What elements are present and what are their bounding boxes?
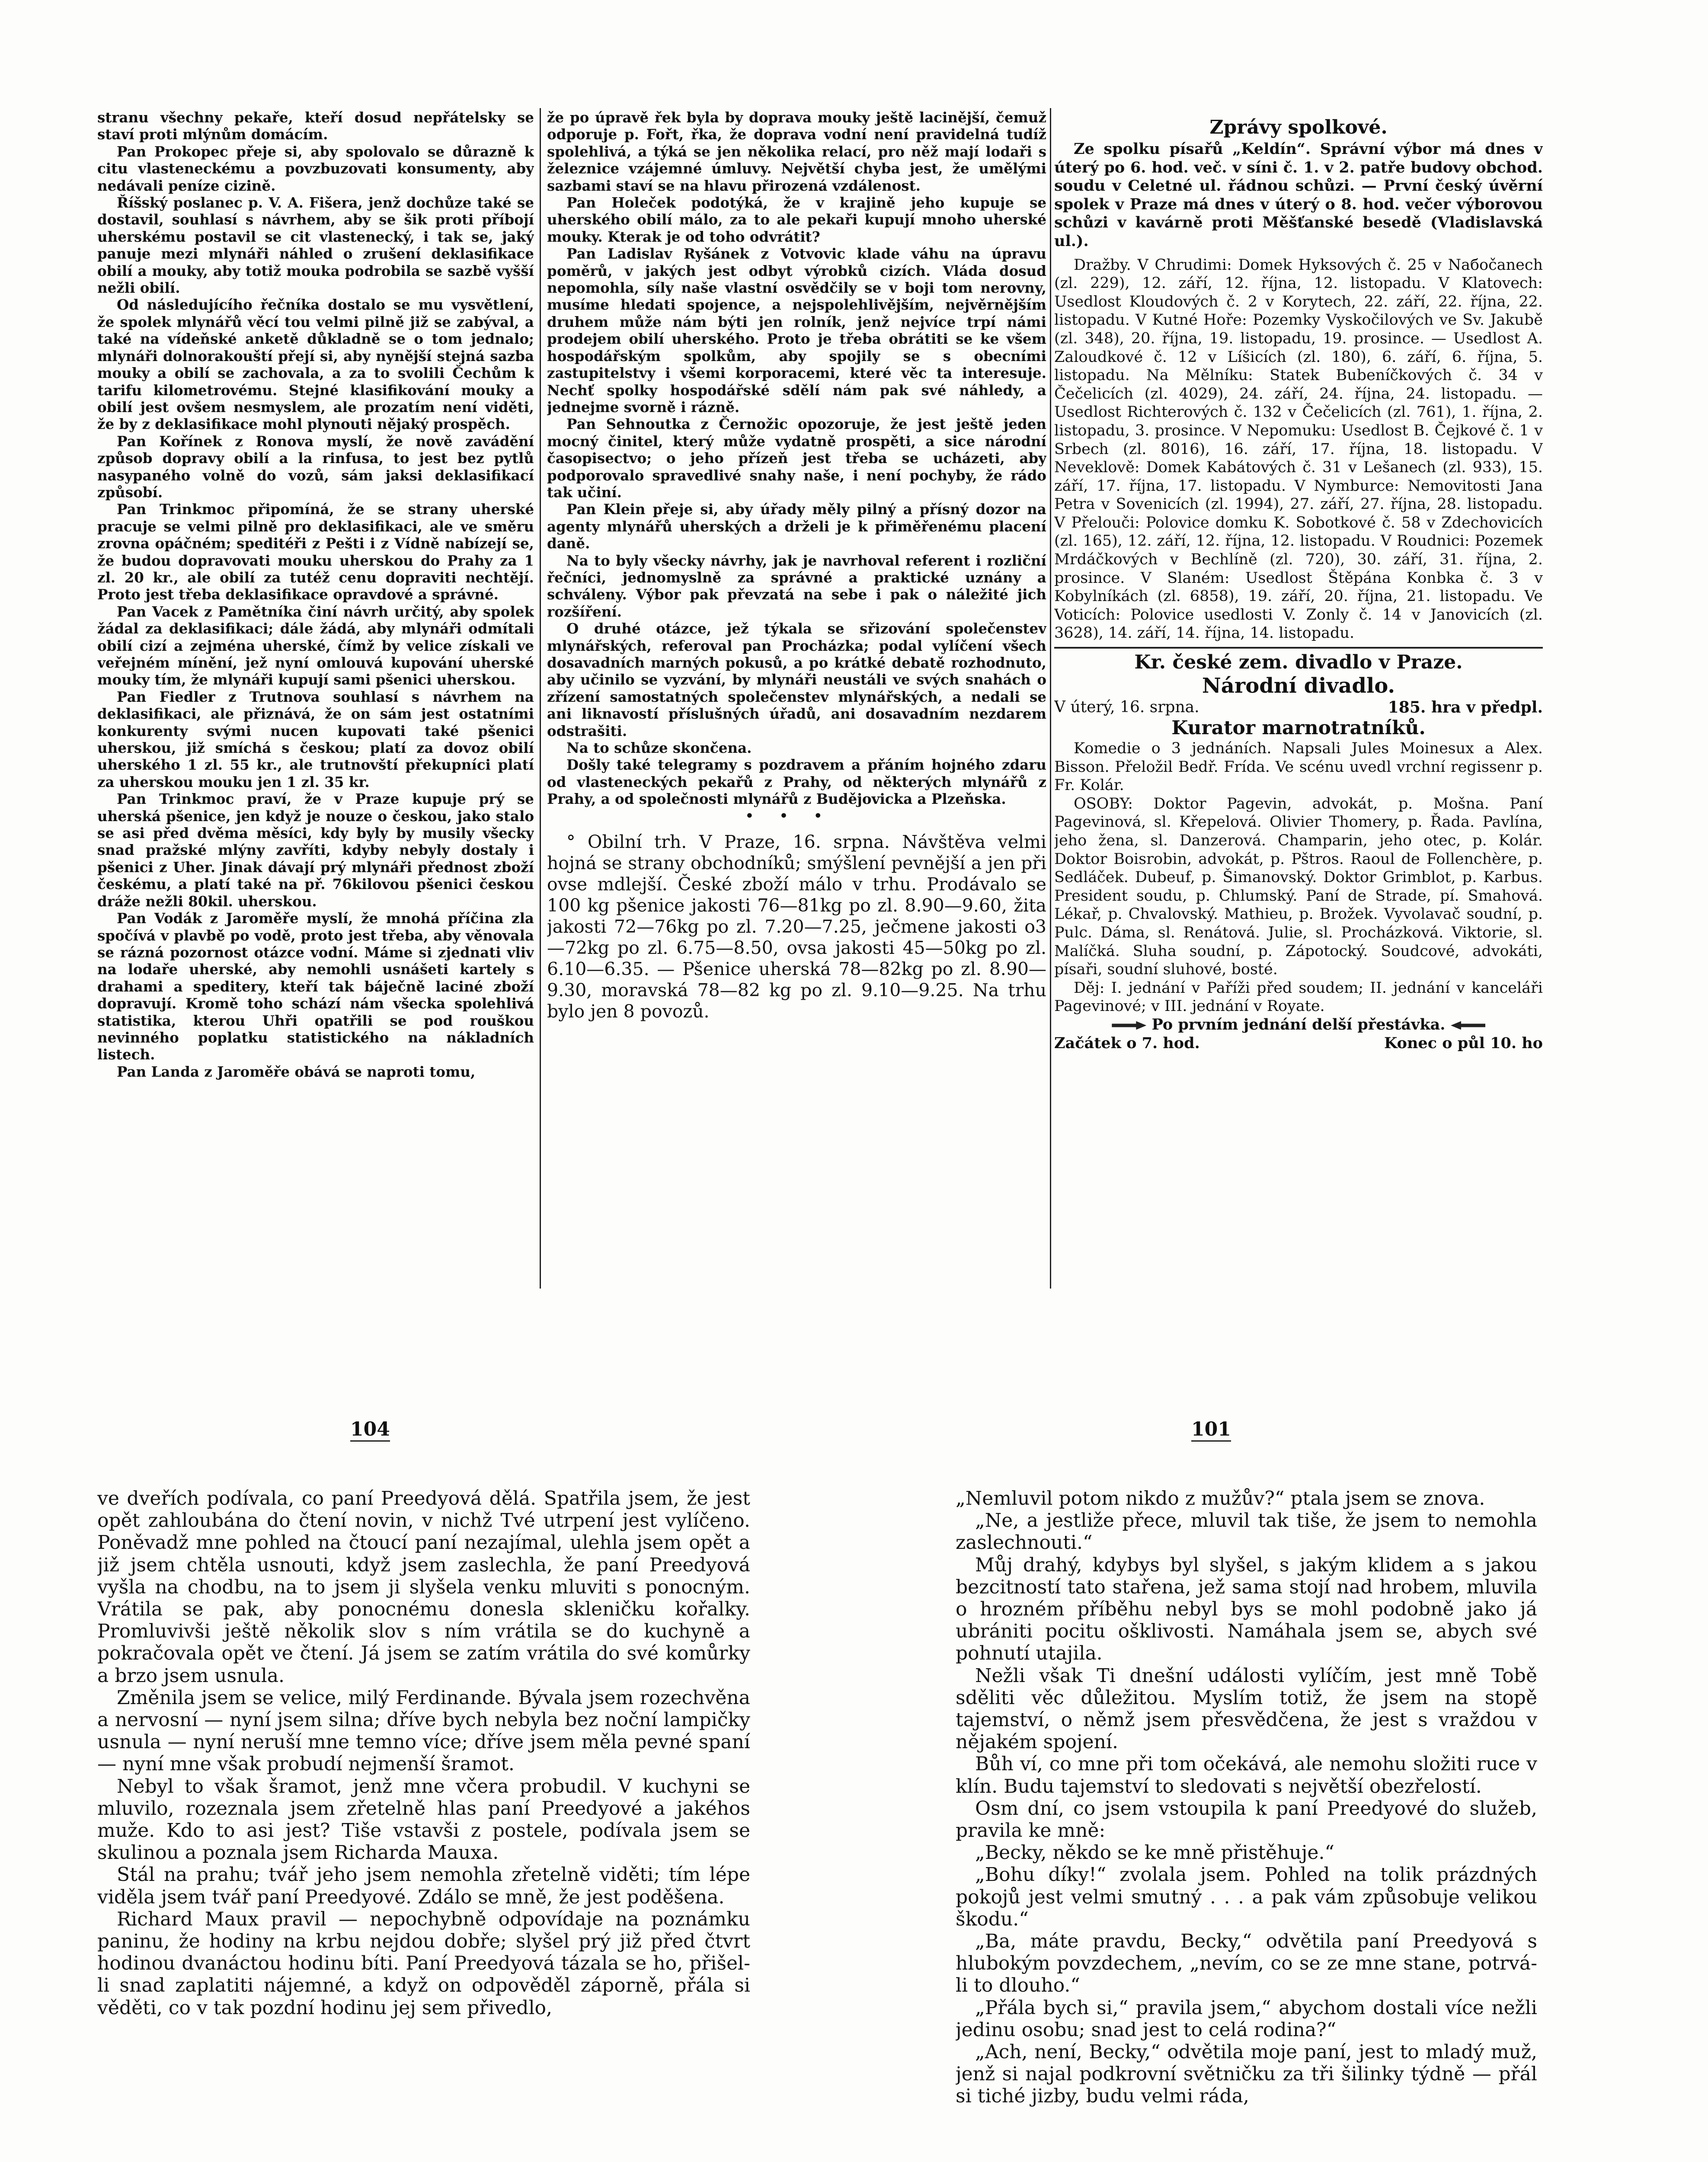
paragraph: Osm dní, co jsem vstoupila k paní Preedyové do služeb, pravila ke mně: <box>956 1797 1537 1842</box>
play-info: Komedie o 3 jednáních. Napsali Jules Moinesux a Alex. Bisson. Přeložil Bedř. Frída. Ve scénu uvedl vrchní regissenr p. Fr. Kolár. <box>1054 740 1543 794</box>
paragraph: Ze spolku písařů „Keldín“. Správní výbor má dnes v úterý po 6. hod. več. v síni č. 1. v 2. patře budovy obchod. soudu v Celetné ul. řádnou schůzi. — První český úvěrní spolek v Praze má dnes v úterý o 8. hod. večer výborovou schůzi v kavárně proti Měšťanské besedě (Vladislavská ul.). <box>1054 140 1543 250</box>
paragraph: Pan Holeček podotýká, že v krajině jeho kupuje se uherského obilí málo, za to ale pekaři kupují mnoho uherské mouky. Kterak je od toho odvrátit? <box>547 194 1046 245</box>
paragraph: Stál na prahu; tvář jeho jsem nemohla zřetelně viděti; tím lépe viděla jsem tvář paní Preedyové. Zdálo se mně, že jest poděšena. <box>97 1864 750 1908</box>
paragraph: Můj drahý, kdybys byl slyšel, s jakým klidem a s jakou bezcitností tato stařena, jež sama stojí nad hrobem, mluvila o hrozném příběhu nebyl bys se mohl podobně jako já ubrániti pocitu ošklivosti. Namáhala jsem se, abych své pohnutí utajila. <box>956 1554 1537 1665</box>
paragraph: „Ach, není, Becky,“ odvětila moje paní, jest to mladý muž, jenž si najal podkrovní světničku za tři šilinky týdně — přál si tiché jizby, budu velmi ráda, <box>956 2041 1537 2108</box>
paragraph: Říšský poslanec p. V. A. Fišera, jenž dochůze také se dostavil, souhlasí s návrhem, aby se šik proti příbojí uherskému postavil se cit vlastenecký, i tak se, jaký panuje mezi mlynáři náhled o zrušení deklasifikace obilí a mouky, aby totiž mouka podrobila se sazbě vyšší nežli obilí. <box>97 194 534 297</box>
paragraph: „Bohu díky!“ zvolala jsem. Pohled na tolik prázdných pokojů jest velmi smutný . . . a pak vám způsobuje velikou škodu.“ <box>956 1864 1537 1930</box>
theatre-name: Národní divadlo. <box>1202 674 1395 698</box>
paragraph: Pan Kořínek z Ronova myslí, že nově zavádění způsob dopravy obilí a la rinfusa, to jest bez pytlů nasypaného volně do vozů, sám jaksi deklasifikací způsobí. <box>97 432 534 501</box>
paragraph: O druhé otázce, jež týkala se sřizování společenstev mlynářských, referoval pan Procházka; podal vylíčení všech dosavadních marných pokusů, a po krátké debatě rozhodnuto, aby učinilo se vyzvání, by mlynáři neustáli ve svých snahách o zřízení samostatných společenstev mlynářských, a nedali se ani liknavostí příslušných úřadů, ani dosavadním nezdarem odstrašiti. <box>547 620 1046 739</box>
paragraph: „Ne, a jestliže přece, mluvil tak tiše, že jsem to nemohla zaslechnouti.“ <box>956 1510 1537 1554</box>
paragraph: Nežli však Ti dnešní události vylíčím, jest mně Tobě sděliti věc důležitou. Myslím totiž, že jsem na stopě tajemství, o němž jsem přesvědčena, že jest s vraždou v nějakém spojení. <box>956 1664 1537 1753</box>
paragraph: Pan Trinkmoc připomíná, že se strany uherské pracuje se velmi pilně pro deklasifikaci, ale ve směru zrovna opáčném; speditéři z Pešti i z Vídně nabízejí se, že budou dopravovati mouku uherskou do Prahy za 1 zl. 20 kr., ale obilí za tutéž cenu dopraviti nechtějí. Proto jest třeba deklasifikace opravdové a správné. <box>97 501 534 603</box>
column-rule <box>540 108 541 1289</box>
intermission-note: Po prvním jednání delší přestávka. <box>1054 1016 1543 1034</box>
cast-list: OSOBY: Doktor Pagevin, advokát, p. Mošna. Paní Pagevinová, sl. Křepelová. Olivier Thomery, p. Řada. Pavlína, jeho žena, sl. Danzerová. Champarin, jeho otec, p. Kolár. Doktor Boisrobin, advokát, p. Pštros. Raoul de Follenchère, p. Sedláček. Dubeuf, p. Šimanovský. Doktor Grimblot, p. Karbus. President soudu, p. Chlumský. Paní de Strade, pí. Smahová. Lékař, p. Chvalovský. Mathieu, p. Brožek. Vyvolavač soudní, p. Pulc. Dáma, sl. Renátová. Julie, sl. Procházková. Viktorie, sl. Malíčká. Sluha soudní, p. Zápotocký. Soudcové, advokáti, písaři, soudní sluhové, bosté. <box>1054 795 1543 979</box>
section-separator: ••• <box>745 808 848 824</box>
article-column-2 <box>547 109 1046 1022</box>
paragraph: „Ba, máte pravdu, Becky,“ odvětila paní Preedyová s hlubokým povzdechem, „nevím, co se ze mne stane, potrvá-li to dlouho.“ <box>956 1930 1537 1997</box>
pointing-hand-icon <box>1451 1021 1485 1030</box>
paragraph: Došly také telegramy s pozdravem a přáním hojného zdaru od vlasteneckých pekařů z Prahy, od některých mlynářů z Prahy, a od společnosti mlynářů z Budějovicka a Plzeňska. <box>547 756 1046 808</box>
theatre-header: Kr. české zem. divadlo v Praze. <box>1134 651 1463 674</box>
paragraph: „Becky, někdo se ke mně přistěhuje.“ <box>975 1842 1334 1864</box>
paragraph: Pan Landa z Jaroměře obává se naproti tomu, <box>117 1063 476 1080</box>
novel-page-right <box>956 1487 1537 2108</box>
paragraph: stranu všechny pekaře, kteří dosud nepřátelsky se staví proti mlýnům domácím. <box>97 109 534 143</box>
auctions-listing: Dražby. V Chrudimi: Domek Hyksových č. 25 v Naбočanech (zl. 229), 12. září, 12. října, 12. listopadu. V Klatovech: Usedlost Kloudových č. 2 v Korytech, 22. září, 22. října, 22. listopadu. V Kutné Hoře: Pozemky Vyskočilových ve Sv. Jakubě (zl. 348), 20. října, 19. listopadu, 19. prosince. — Usedlost A. Zaloudkové č. 12 v Líšicích (zl. 180), 6. září, 6. října, 5. listopadu. Na Mělníku: Statek Bubeníčkových č. 34 v Čečelicích (zl. 4029), 24. září, 24. října, 24. listopadu. — Usedlost Richterových č. 132 v Čečelicích (zl. 761), 1. října, 2. listopadu, 3. prosince. V Nepomuku: Usedlost B. Čejkové č. 1 v Srbech (zl. 8016), 16. září, 17. října, 18. listopadu. V Neveklově: Domek Kabátových č. 31 v Lešanech (zl. 933), 15. září, 17. října, 17. listopadu. V Nymburce: Nemovitosti Jana Petra v Sovenicích (zl. 1994), 27. září, 27. října, 28. listopadu. V Přelouči: Polovice domku K. Sobotkové č. 58 v Zdechovicích (zl. 165), 12. září, 12. října, 12. listopadu. V Roudnici: Pozemek Mrdáčkových v Bechlíně (zl. 720), 30. září, 31. října, 2. prosince. V Slaném: Usedlost Štěpána Konbka č. 3 v Kobylníkách (zl. 6858), 19. září, 20. října, 21. listopadu. Ve Voticích: Polovice usedlosti V. Zonly č. 14 v Janovicích (zl. 3628), 14. září, 14. října, 14. listopadu. <box>1054 256 1543 642</box>
page-number-right: 101 <box>1191 1418 1231 1442</box>
performance-line <box>1054 698 1543 717</box>
paragraph: Pan Vacek z Pamětníka činí návrh určitý, aby spolek žádal za deklasifikaci; dále žádá, aby mlynáři odmítali obilí cizí a zejména uherské, čímž by velice získali ve veřejném mínění, jež nyní omlouvá kupování uherské mouky tím, že mlynáři kupují sami pšenici uherskou. <box>97 603 534 688</box>
paragraph: Pan Vodák z Jaroměře myslí, že mnohá příčina zla spočívá v plavbě po vodě, proto jest třeba, aby věnovala se rázná pozornost otázce vodní. Máme si zjednati vliv na lodaře uherské, aby nemohli usnášeti kartely s drahami a speditery, kteří tak báječně laciné zboží dopravují. Kromě toho schází nám všecka spolehlivá statistika, kterou Uhři opatřili se pod rouškou nevinného poplatku statistického na nákladních listech. <box>97 910 534 1063</box>
paragraph: že po úpravě řek byla by doprava mouky ještě lacinější, čemuž odporuje p. Fořt, řka, že doprava vodní není pravidelná tudíž spolehlivá, a týká se jen několika relací, pro něž mají lodaři s železnice vzájemné úmluvy. Největší chyba jest, že umělými sazbami staví se na hlavu přirozená vzdálenost. <box>547 109 1046 194</box>
article-column-1 <box>97 109 534 1080</box>
paragraph: Nebyl to však šramot, jenž mne včera probudil. V kuchyni se mluvilo, rozeznala jsem zřetelně hlas paní Preedyové a jakéhos muže. Kdo to asi jest? Tiše vstavši z postele, podívala jsem se skulinou a poznala jsem Richarda Mauxa. <box>97 1775 750 1864</box>
paragraph: Bůh ví, co mne při tom očekává, ale nemohu složiti ruce v klín. Budu tajemství to sledovati s největší obezřelostí. <box>956 1753 1537 1797</box>
page-number-left: 104 <box>350 1418 390 1442</box>
divider <box>1054 647 1543 649</box>
paragraph: Pan Prokopec přeje si, aby spolovalo se důrazně k citu vlasteneckému a povzbuzovati konsumenty, aby nedávali peníze cizině. <box>97 143 534 194</box>
grain-market-report: ° Obilní trh. V Praze, 16. srpna. Návštěva velmi hojná se strany obchodníků; smýšlení pevnější a jen při ovse mdlejší. České zboží málo v trhu. Prodávalo se 100 kg pšenice jakosti 76—81kg po zl. 8.90—9.60, žita jakosti 72—76kg po zl. 7.20—7.25, ječmene jakosti o3—72kg po zl. 6.75—8.50, ovsa jakosti 45—50kg po zl. 6.10—6.35. — Pšenice uherská 78—82kg po zl. 8.90—9.30, moravská 78—82 kg po zl. 9.10—9.25. Na trhu bylo jen 8 povozů. <box>547 832 1046 1022</box>
play-title: Kurator marnotratníků. <box>1171 717 1426 739</box>
end-time: Konec o půl 10. ho <box>1384 1034 1543 1052</box>
paragraph: Na to byly všecky návrhy, jak je navrhoval referent i rozliční řečníci, jednomyslně za správné a praktické uznány a schváleny. Výbor pak převzatá na sebe i pak o náležité jich rozšíření. <box>547 552 1046 620</box>
performance-number: 185. hra v předpl. <box>1388 698 1543 717</box>
paragraph: ve dveřích podívala, co paní Preedyová dělá. Spatřila jsem, že jest opět zahloubána do čtení novin, v nichž Tvé utrpení jest vylíčeno. Poněvadž mne pohled na čtoucí paní nezajímal, ulehla jsem opět a již jsem chtěla usnouti, když jsem zaslechla, že paní Preedyová vyšla na chodbu, na to jsem ji slyšela venku mluviti s ponocným. Vrátila se pak, aby ponocnému donesla skleničku kořalky. Promluvivši ještě několik slov s ním vrátila se do kuchyně a pokračovala opět ve čtení. Já jsem se zatím vrátila do své komůrky a brzo jsem usnula. <box>97 1487 750 1687</box>
paragraph: Pan Trinkmoc praví, že v Praze kupuje prý se uherská pšenice, jen když je nouze o českou, jako stalo se asi před dvěma měsíci, kdy byly by musily všecky snad pražské mlýny zavříti, kdyby nebyly dostaly i pšenici z Uher. Jinak dávají prý mlynáři přednost zboží českému, a platí také na př. 76kilovou pšenici českou dráže nežli 80kil. uherskou. <box>97 790 534 910</box>
paragraph: Na to schůze skončena. <box>566 739 752 757</box>
pointing-hand-icon <box>1112 1021 1146 1030</box>
start-time: Začátek o 7. hod. <box>1054 1034 1200 1052</box>
column-rule <box>1050 108 1051 1289</box>
article-column-3 <box>1054 117 1543 1052</box>
paragraph: Pan Sehnoutka z Černožic opozoruje, že jest ještě jeden mocný činitel, který může vydatně prospěti, a sice národní časopisectvo; o jeho přízeň jest třeba se ucházeti, aby podporovalo spravedlivé snahy naše, i není pochyby, že rádo tak učiní. <box>547 416 1046 501</box>
show-times <box>1054 1034 1543 1053</box>
paragraph: Pan Ladislav Ryšánek z Votvovic klade váhu na úpravu poměrů, v jakých jest odbyt výrobků cizích. Vláda dosud nepomohla, síly naše vlastní osvědčily se v boji tom nerovny, musíme hledati spojence, a nejspolehlivějším, nejvěrnějším druhem může nám býti jen rolník, jenž nejvíce trpí námi prodejem obilí uherského. Proto je třeba obrátiti se ke všem hospodářským spolkům, aby spojily se s obecními zastupitelstvy i všemi korporacemi, které věc ta interesuje. Nechť spolky hospodářské sdělí nám pak své náhledy, a jednejme svorně i rázně. <box>547 245 1046 416</box>
plot-note: Děj: I. jednání v Paříži před soudem; II. jednání v kanceláři Pagevinové; v III. jednání v Royate. <box>1054 979 1543 1015</box>
paragraph: Richard Maux pravil — nepochybně odpovídaje na poznámku paninu, že hodiny na krbu nejdou dobře; slyšel prý již před čtvrt hodinou dvanáctou hodinu bíti. Paní Preedyová tázala se ho, přišel-li snad zaplatiti nájemné, a když on odpověděl záporně, přála si věděti, co v tak pozdní hodinu jej sem přivedlo, <box>97 1908 750 2019</box>
paragraph: Pan Fiedler z Trutnova souhlasí s návrhem na deklasifikaci, ale přiznává, že on sám jest ostatními konkurenty svými nucen kupovati také pšenici uherskou, již smíchá s českou; platí za dovoz obilí uherského 1 zl. 55 kr., ale trutnovští překupníci platí za uherskou mouku jen 1 zl. 35 kr. <box>97 688 534 790</box>
paragraph: Pan Klein přeje si, aby úřady měly pilný a přísný dozor na agenty mlynářů uherských a drželi je k přiměřenému placení daně. <box>547 501 1046 552</box>
paragraph: Změnila jsem se velice, milý Ferdinande. Bývala jsem rozechvěna a nervosní — nyní jsem silna; dříve bych nebyla bez noční lampičky usnula — nyní neruší mne temno více; dříve jsem měla pevné spaní — nyní mne však probudí nejmenší šramot. <box>97 1686 750 1775</box>
performance-date: V úterý, 16. srpna. <box>1054 698 1199 716</box>
paragraph: „Přála bych si,“ pravila jsem,“ abychom dostali více nežli jedinu osobu; snad jest to celá rodina?“ <box>956 1996 1537 2041</box>
paragraph: „Nemluvil potom nikdo z mužův?“ ptala jsem se znova. <box>956 1487 1485 1510</box>
paragraph: Od následujícího řečníka dostalo se mu vysvětlení, že spolek mlynářů věcí tou velmi pilně již se zabýval, a také na vídeňské anketě důkladně se o tom jednalo; mlynáři dolnorakouští přejí si, aby nynější stejná sazba mouky a obilí se zachovala, a za to svolili Čechům k tarifu kilometrovému. Stejné klasifikování mouky a obilí jest ovšem nesmyslem, ale prozatím není viděti, že by z deklasifikace mohl plynouti nějaký prospěch. <box>97 296 534 433</box>
novel-page-left <box>97 1487 750 2019</box>
section-title: Zprávy spolkové. <box>1209 117 1388 138</box>
